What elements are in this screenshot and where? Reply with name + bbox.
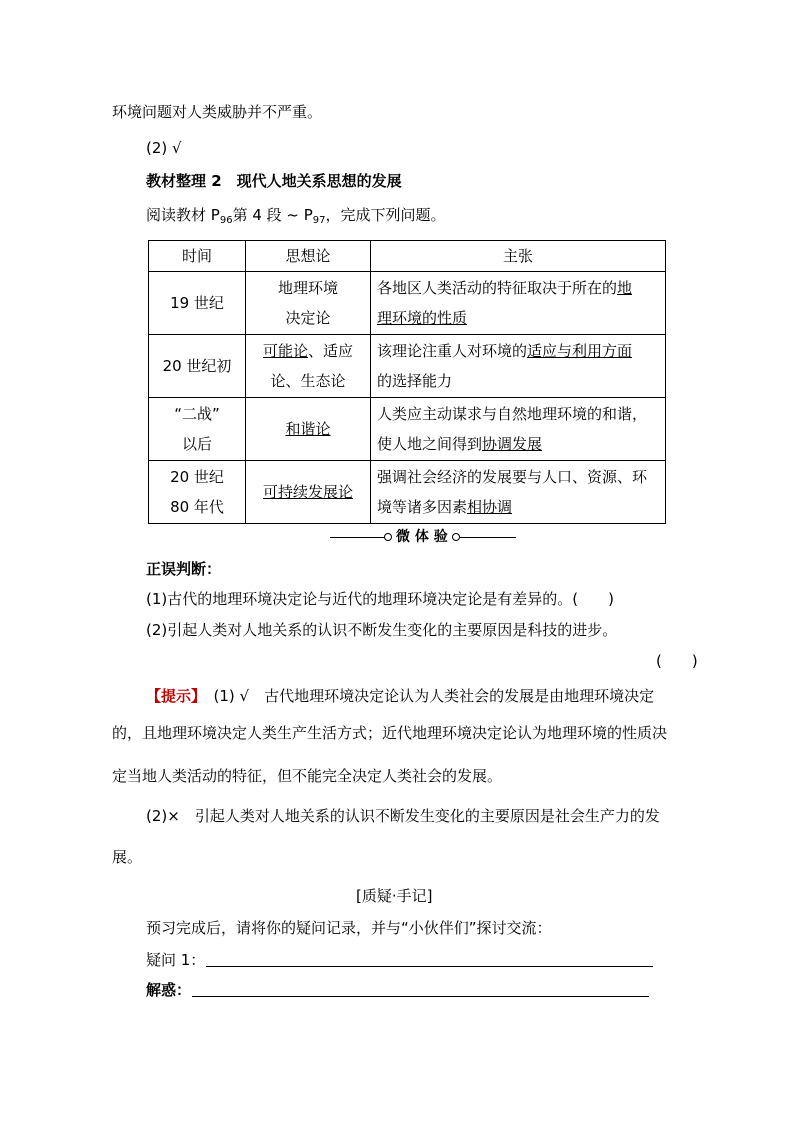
cell-time: 20 世纪初 bbox=[149, 335, 246, 398]
theory-table bbox=[148, 240, 666, 524]
cell-theory: 可持续发展论 bbox=[246, 461, 371, 524]
cell-claim: 强调社会经济的发展要与人口、资源、环 境等诸多因素相协调 bbox=[371, 461, 666, 524]
question-2-paren: ( ) bbox=[656, 652, 698, 670]
cell-time: 19 世纪 bbox=[149, 272, 246, 335]
answer-label: 解惑： bbox=[146, 981, 192, 999]
divider-dot-left bbox=[384, 533, 392, 541]
hint-line-3: 定当地人类活动的特征，但不能完全决定人类社会的发展。 bbox=[112, 767, 503, 785]
table-row bbox=[149, 461, 666, 524]
table-row bbox=[149, 272, 666, 335]
question-label: 疑问 1： bbox=[146, 951, 206, 969]
reading-instruction: 阅读教材 $P_{96}$第 4 段 ~ $P_{97}$，完成下列问题。 bbox=[146, 206, 446, 226]
hint-line-5: 展。 bbox=[112, 848, 143, 866]
cell-theory: 地理环境 决定论 bbox=[246, 272, 371, 335]
hint-line-1: 【提示】 (1) √ 古代地理环境决定论认为人类社会的发展是由地理环境决定 bbox=[146, 687, 655, 705]
answer-2: (2) √ bbox=[146, 139, 182, 157]
table-row bbox=[149, 335, 666, 398]
header-claim: 主张 bbox=[371, 241, 666, 272]
table-row bbox=[149, 398, 666, 461]
notes-intro: 预习完成后，请将你的疑问记录，并与“小伙伴们”探讨交流： bbox=[146, 919, 552, 937]
cell-theory: 和谐论 bbox=[246, 398, 371, 461]
table-header-row bbox=[149, 241, 666, 272]
intro-line: 环境问题对人类威胁并不严重。 bbox=[112, 103, 323, 121]
divider-right bbox=[460, 537, 516, 538]
cell-time: 20 世纪 80 年代 bbox=[149, 461, 246, 524]
cell-claim: 各地区人类活动的特征取决于所在的地 理环境的性质 bbox=[371, 272, 666, 335]
divider-dot-right bbox=[452, 533, 460, 541]
question-1: (1)古代的地理环境决定论与近代的地理环境决定论是有差异的。( ) bbox=[146, 590, 614, 608]
cell-claim: 人类应主动谋求与自然地理环境的和谐， 使人地之间得到协调发展 bbox=[371, 398, 666, 461]
hint-label: 【提示】 bbox=[146, 687, 199, 705]
cell-claim: 该理论注重人对环境的适应与利用方面 的选择能力 bbox=[371, 335, 666, 398]
header-theory: 思想论 bbox=[246, 241, 371, 272]
answer-fill-line[interactable] bbox=[192, 996, 649, 997]
section-title: 教材整理 2 现代人地关系思想的发展 bbox=[146, 172, 402, 190]
hint-line-4: (2)× 引起人类对人地关系的认识不断发生变化的主要原因是社会生产力的发 bbox=[146, 807, 660, 825]
notes-title: [质疑·手记] bbox=[356, 887, 433, 905]
micro-experience-title: 微 体 验 bbox=[396, 529, 448, 545]
divider-left bbox=[330, 537, 386, 538]
cell-time: “二战” 以后 bbox=[149, 398, 246, 461]
question-2: (2)引起人类对人地关系的认识不断发生变化的主要原因是科技的进步。 bbox=[146, 621, 618, 639]
hint-line-2: 的，且地理环境决定人类生产生活方式；近代地理环境决定论认为地理环境的性质决 bbox=[112, 724, 668, 742]
header-time: 时间 bbox=[149, 241, 246, 272]
cell-theory: 可能论、适应 论、生态论 bbox=[246, 335, 371, 398]
judge-title: 正误判断： bbox=[146, 560, 222, 578]
question-fill-line[interactable] bbox=[206, 966, 653, 967]
